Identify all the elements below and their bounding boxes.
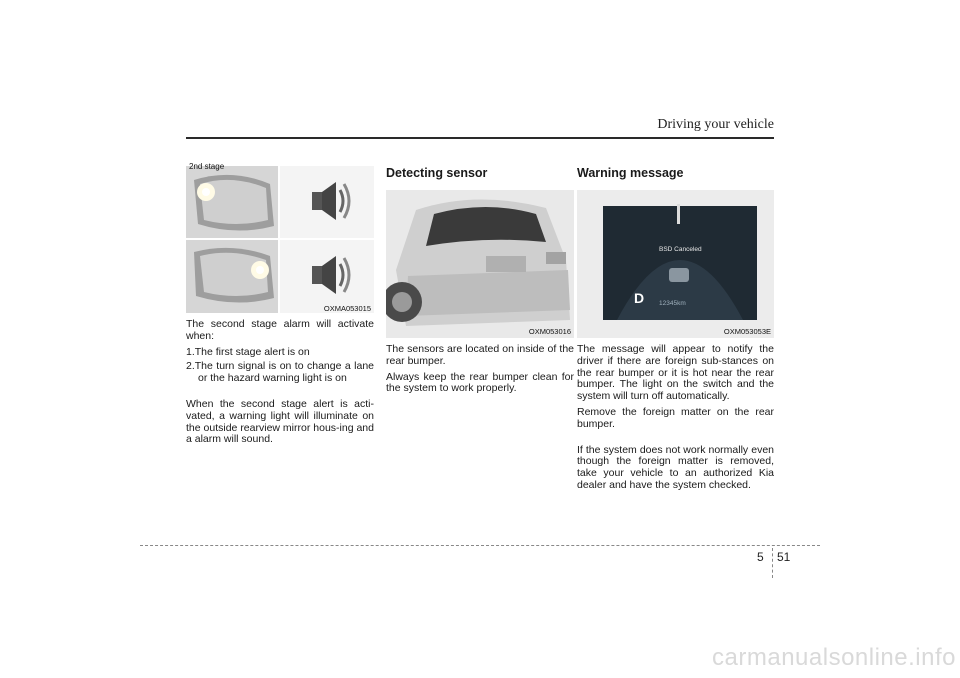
list-item: 2.The turn signal is on to change a lane or the hazard warning light is on xyxy=(186,360,374,385)
column-detecting-sensor xyxy=(386,160,574,395)
dealer-advice-text: If the system does not work normally even though the foreign matter is removed, take your vehicle to an authorized Kia dealer and have the system checked. xyxy=(577,443,774,491)
footer-rule xyxy=(140,545,820,546)
gear-indicator: D xyxy=(634,290,645,306)
figure-cluster-display xyxy=(577,190,774,338)
figure-rear-bumper xyxy=(386,190,574,338)
outro-text: When the second stage alert is acti-vated, a warning light will illuminate on the outside rearview mirror hous-ing and a alarm will sound. xyxy=(186,397,374,446)
stage-label: 2nd stage xyxy=(189,162,225,171)
page-header-title: Driving your vehicle xyxy=(657,117,774,132)
mirror-lit-illustration xyxy=(186,166,278,238)
speaker-icon-2 xyxy=(280,240,374,313)
section-heading: Detecting sensor xyxy=(386,166,488,180)
section-heading: Warning message xyxy=(577,166,684,180)
mirror-bottom-panel xyxy=(186,240,278,313)
odometer-readout: 12345km xyxy=(659,300,686,307)
figure-caption: OXMA053015 xyxy=(323,304,371,313)
suv-rear-illustration xyxy=(386,190,574,338)
mirror-lit-illustration-2 xyxy=(186,240,278,313)
chapter-number: 5 xyxy=(757,550,764,564)
warning-explanation-text: The message will appear to notify the driver if there are foreign sub-stances on the rear bumper or it is hot near the rear bumper. The light on the switch and the system will turn off automatically. xyxy=(577,343,774,403)
sensor-care-text: Always keep the rear bumper clean for the system to work properly. xyxy=(386,370,574,395)
figure-mirror-alarm xyxy=(186,160,374,315)
cluster-illustration xyxy=(577,190,774,338)
mirror-top-panel xyxy=(186,166,278,238)
cluster-message: BSD Canceled xyxy=(659,246,702,253)
intro-text: The second stage alarm will activate when: xyxy=(186,318,374,342)
figure-caption: OXM053016 xyxy=(528,327,571,336)
speaker-bottom-panel xyxy=(280,240,374,313)
column-warning-message xyxy=(577,160,774,492)
watermark: carmanualsonline.info xyxy=(712,644,956,671)
speaker-icon xyxy=(280,166,374,238)
page-number: 51 xyxy=(777,550,791,564)
figure-caption: OXM053053E xyxy=(723,327,771,336)
sensor-location-text: The sensors are located on inside of the rear bumper. xyxy=(386,343,574,367)
remove-matter-text: Remove the foreign matter on the rear bumper. xyxy=(577,405,774,430)
speaker-top-panel xyxy=(280,166,374,238)
page-number-separator xyxy=(772,548,773,578)
list-item: 1.The first stage alert is on xyxy=(186,345,310,358)
header-rule xyxy=(186,137,774,139)
condition-list xyxy=(186,347,374,385)
column-second-stage xyxy=(186,160,374,446)
